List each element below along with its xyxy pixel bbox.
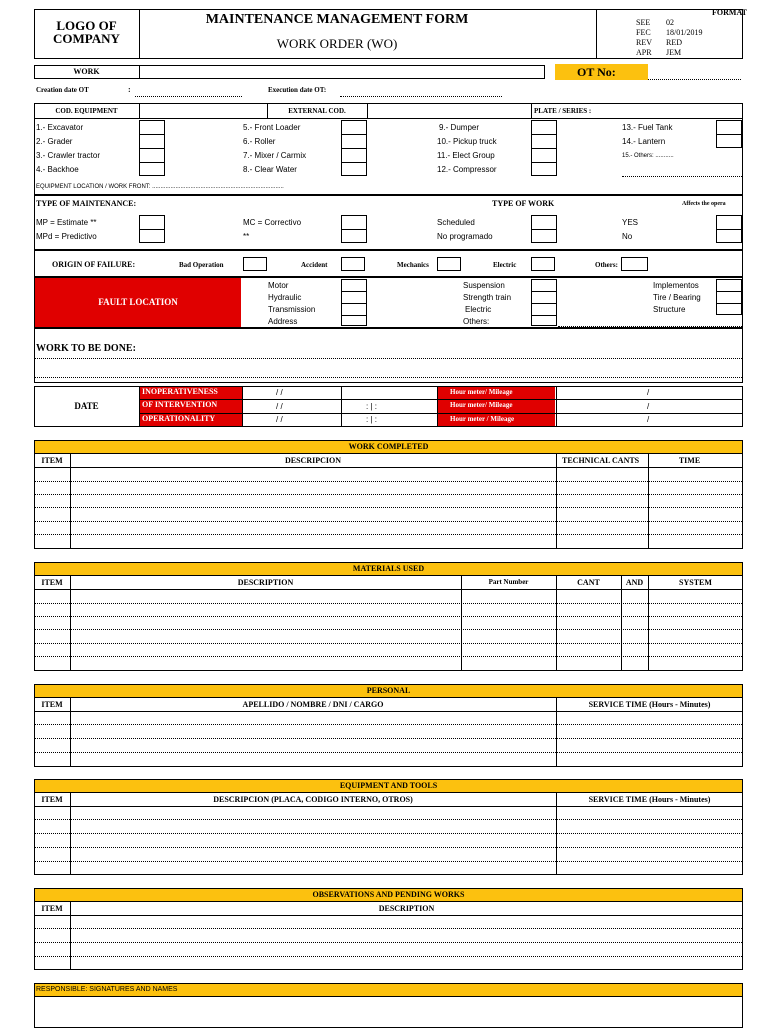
meta-key: REV xyxy=(636,38,652,47)
table-row[interactable] xyxy=(35,494,742,495)
table-row[interactable] xyxy=(35,819,742,820)
accident-checkbox[interactable] xyxy=(341,257,365,271)
type-of-work-label: TYPE OF WORK xyxy=(492,199,555,208)
col-header-time: TIME xyxy=(678,456,701,465)
table-row[interactable] xyxy=(35,928,742,929)
hour-meter-input[interactable]: / xyxy=(647,415,650,424)
date-label: DATE xyxy=(74,401,99,411)
meta-value: JEM xyxy=(666,48,682,57)
equipment-option: 11.- Elect Group xyxy=(437,151,495,160)
equipment-option: 14.- Lantern xyxy=(622,137,666,146)
responsible-label: RESPONSIBLE: SIGNATURES AND NAMES xyxy=(36,986,178,993)
time-input[interactable]: : | : xyxy=(366,402,377,411)
electric-checkbox[interactable] xyxy=(531,257,555,271)
work-to-be-done-section xyxy=(34,328,743,383)
work-input[interactable] xyxy=(140,66,544,78)
form-title: MAINTENANCE MANAGEMENT FORM xyxy=(205,12,469,27)
col-header-description: DESCRIPTION xyxy=(237,578,294,587)
date-input[interactable]: / / xyxy=(276,402,283,411)
header-meta xyxy=(636,18,702,58)
unscheduled-option: No programado xyxy=(437,232,493,241)
meta-key: FEC xyxy=(636,28,651,37)
fault-option: Suspension xyxy=(463,281,505,290)
col-header-and: AND xyxy=(625,578,644,587)
hour-meter-label: Hour meter / Mileage xyxy=(438,414,555,426)
equipment-option: 5.- Front Loader xyxy=(243,123,301,132)
hour-meter-input[interactable]: / xyxy=(647,402,650,411)
form-subtitle: WORK ORDER (WO) xyxy=(276,36,398,51)
mp-option: MP = Estimate ** xyxy=(36,218,97,227)
fault-option: Hydraulic xyxy=(268,293,302,302)
equipment-option: 6.- Roller xyxy=(243,137,276,146)
creation-date-field[interactable] xyxy=(135,96,242,97)
work-to-be-done-line[interactable] xyxy=(35,358,742,359)
others-checkbox[interactable] xyxy=(621,257,648,271)
equipment-option: 7.- Mixer / Carmix xyxy=(243,151,307,160)
fault-option: Structure xyxy=(653,305,686,314)
col-header-description: DESCRIPTION xyxy=(378,904,435,913)
meta-key: APR xyxy=(636,48,652,57)
observations-title: OBSERVATIONS AND PENDING WORKS xyxy=(35,889,742,901)
maintenance-type-label: TYPE OF MAINTENANCE: xyxy=(36,199,137,208)
col-header-service-time: SERVICE TIME (Hours - Minutes) xyxy=(588,700,711,709)
col-header-item: ITEM xyxy=(41,578,63,587)
meta-value: RED xyxy=(666,38,682,47)
fault-checkbox[interactable] xyxy=(716,279,742,315)
equipment-option: 15.- Others: ........... xyxy=(622,153,674,159)
ot-number-field[interactable] xyxy=(648,79,741,80)
ot-number-label: OT No: xyxy=(555,64,648,80)
no-option: No xyxy=(622,232,633,241)
table-row[interactable] xyxy=(35,481,742,482)
fault-option: Strength train xyxy=(463,293,512,302)
mc-option: MC = Correctivo xyxy=(243,218,302,227)
equipment-option: 8.- Clear Water xyxy=(243,165,297,174)
table-row[interactable] xyxy=(35,847,742,848)
date-input[interactable]: / / xyxy=(276,415,283,424)
date-input[interactable]: / / xyxy=(276,388,283,397)
hour-meter-input[interactable]: / xyxy=(647,388,650,397)
bad-operation-checkbox[interactable] xyxy=(243,257,267,271)
time-input[interactable]: : | : xyxy=(366,415,377,424)
equipment-option: 1.- Excavator xyxy=(36,123,84,132)
col-header-cant: CANT xyxy=(577,578,600,587)
cod-equipment-label: COD. EQUIPMENT xyxy=(55,107,118,115)
fault-option: Transmission xyxy=(268,305,316,314)
table-row[interactable] xyxy=(35,942,742,943)
col-header-item: ITEM xyxy=(41,456,63,465)
col-header-description: DESCRIPCION xyxy=(284,456,341,465)
equipment-option: 12.- Compressor xyxy=(437,165,497,174)
col-header-technical: TECHNICAL CANTS xyxy=(562,456,640,465)
failure-option: Bad Operation xyxy=(179,261,224,269)
table-row[interactable] xyxy=(35,833,742,834)
logo-line2: COMPANY xyxy=(53,31,120,46)
logo-line1: LOGO OF xyxy=(56,18,117,33)
personal-title: PERSONAL xyxy=(35,685,742,697)
cod-equipment-input[interactable] xyxy=(140,104,266,117)
fault-option: Implementos xyxy=(653,281,699,290)
fault-option: Electric xyxy=(465,305,492,314)
table-row[interactable] xyxy=(35,643,742,644)
fault-option: Address xyxy=(268,317,298,326)
table-row[interactable] xyxy=(35,616,742,617)
hour-meter-label: Hour meter/ Mileage xyxy=(438,387,555,399)
col-header-item: ITEM xyxy=(41,904,63,913)
col-header-part-number: Part Number xyxy=(488,578,529,586)
date-row-label: INOPERATIVENESS xyxy=(140,387,242,399)
failure-option: Accident xyxy=(301,261,328,269)
table-row[interactable] xyxy=(35,629,742,630)
table-row[interactable] xyxy=(35,956,742,957)
mpd-option: MPd = Predictivo xyxy=(36,232,97,241)
mc-stars: ** xyxy=(243,232,250,241)
equipment-option: 2.- Grader xyxy=(36,137,73,146)
col-header-service-time: SERVICE TIME (Hours - Minutes) xyxy=(588,795,711,804)
table-row[interactable] xyxy=(35,724,742,725)
format-label: FORMAT xyxy=(712,8,747,17)
table-row[interactable] xyxy=(35,861,742,862)
equipment-option: 9.- Dumper xyxy=(439,123,480,132)
execution-date-label: Execution date OT: xyxy=(268,86,327,94)
fault-option: Tire / Bearing xyxy=(653,293,701,302)
col-header-system: SYSTEM xyxy=(679,578,712,587)
work-label: WORK xyxy=(73,67,100,76)
meta-value: 18/01/2019 xyxy=(666,28,703,37)
affects-operation-label: Affects the opera xyxy=(682,201,726,207)
table-row[interactable] xyxy=(35,656,742,657)
fault-option: Motor xyxy=(268,281,289,290)
failure-option: Electric xyxy=(493,261,517,269)
equipment-option: 13.- Fuel Tank xyxy=(622,123,673,132)
table-row[interactable] xyxy=(35,738,742,739)
scheduled-option: Scheduled xyxy=(437,218,475,227)
external-cod-label: EXTERNAL COD. xyxy=(288,107,346,115)
external-cod-input[interactable] xyxy=(368,104,530,117)
date-row-label: OPERATIONALITY xyxy=(140,414,242,426)
table-row[interactable] xyxy=(35,752,742,753)
date-row-label: OF INTERVENTION xyxy=(140,400,242,413)
mechanics-checkbox[interactable] xyxy=(437,257,461,271)
table-row[interactable] xyxy=(35,507,742,508)
col-header-description: DESCRIPCION (PLACA, CODIGO INTERNO, OTROS) xyxy=(213,795,413,804)
yes-option: YES xyxy=(622,218,639,227)
plate-series-label: PLATE / SERIES : xyxy=(534,107,592,115)
meta-key: SEE xyxy=(636,18,651,27)
equipment-option: 3.- Crawler tractor xyxy=(36,151,101,160)
origin-failure-label: ORIGIN OF FAILURE: xyxy=(52,260,136,269)
col-header-name: APELLIDO / NOMBRE / DNI / CARGO xyxy=(242,700,384,709)
creation-date-label: Creation date OT xyxy=(36,86,89,94)
table-row[interactable] xyxy=(35,534,742,535)
equipment-location-label: EQUIPMENT LOCATION / WORK FRONT: ............................................................................... xyxy=(36,184,284,190)
tools-title: EQUIPMENT AND TOOLS xyxy=(35,780,742,792)
equipment-option: 4.- Backhoe xyxy=(36,165,79,174)
fault-option: Others: xyxy=(463,317,490,326)
table-row[interactable] xyxy=(35,521,742,522)
execution-date-field[interactable] xyxy=(340,96,502,97)
work-to-be-done-line[interactable] xyxy=(35,377,742,378)
col-header-item: ITEM xyxy=(41,700,63,709)
work-to-be-done-label: WORK TO BE DONE: xyxy=(36,343,136,354)
fault-location-label: FAULT LOCATION xyxy=(35,278,241,327)
creation-date-colon: : xyxy=(128,85,131,94)
equipment-option: 10.- Pickup truck xyxy=(437,137,497,146)
col-header-item: ITEM xyxy=(41,795,63,804)
hour-meter-label: Hour meter/ Mileage xyxy=(438,400,555,413)
work-completed-title: WORK COMPLETED xyxy=(35,441,742,453)
materials-title: MATERIALS USED xyxy=(35,563,742,575)
failure-option: Others: xyxy=(595,261,618,269)
meta-value: 02 xyxy=(666,18,674,27)
table-row[interactable] xyxy=(35,603,742,604)
failure-option: Mechanics xyxy=(397,261,429,269)
